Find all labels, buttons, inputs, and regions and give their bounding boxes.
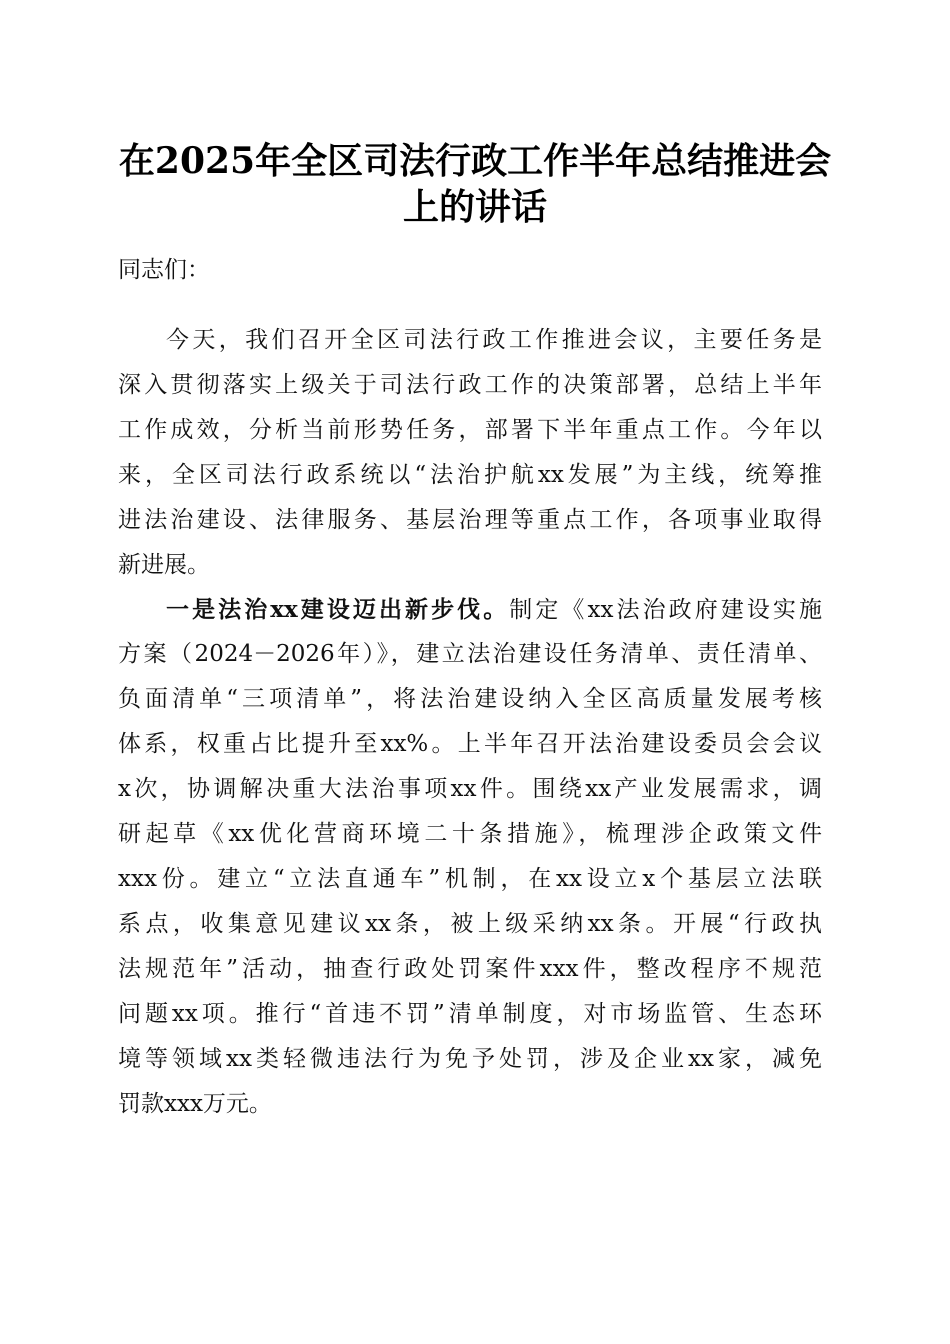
document-title-line-1: 在2025年全区司法行政工作半年总结推进会 xyxy=(118,140,832,182)
paragraph-2-line-12: 罚款xxx万元。 xyxy=(118,1091,272,1117)
paragraph-2-line-8: 系点，收集意见建议xx条，被上级采纳xx条。开展“行政执 xyxy=(118,911,822,937)
paragraph-2-line-3: 负面清单“三项清单”，将法治建设纳入全区高质量发展考核 xyxy=(118,686,822,712)
salutation: 同志们： xyxy=(118,257,210,283)
paragraph-2-line-5: x次，协调解决重大法治事项xx件。围绕xx产业发展需求，调 xyxy=(118,776,822,802)
paragraph-1-line-5: 进法治建设、法律服务、基层治理等重点工作，各项事业取得 xyxy=(118,507,822,533)
paragraph-2-line-11: 境等领域xx类轻微违法行为免予处罚，涉及企业xx家，减免 xyxy=(118,1046,822,1072)
paragraph-2-lead: 一是法治xx建设迈出新步伐。 xyxy=(166,596,510,623)
document-title-line-2: 上的讲话 xyxy=(402,186,547,228)
paragraph-2-line-10: 问题xx项。推行“首违不罚”清单制度，对市场监管、生态环 xyxy=(118,1001,822,1027)
paragraph-2-line-9: 法规范年”活动，抽查行政处罚案件xxx件，整改程序不规范 xyxy=(118,956,822,982)
paragraph-2-line-6: 研起草《xx优化营商环境二十条措施》，梳理涉企政策文件 xyxy=(118,821,822,847)
paragraph-2-line-1-rest: 制定《xx法治政府建设实施 xyxy=(509,597,822,623)
paragraph-1-line-4: 来，全区司法行政系统以“法治护航xx发展”为主线，统筹推 xyxy=(118,462,822,488)
paragraph-1-line-2: 深入贯彻落实上级关于司法行政工作的决策部署，总结上半年 xyxy=(118,372,822,398)
paragraph-2-line-2: 方案（2024－2026年）》，建立法治建设任务清单、责任清单、 xyxy=(118,641,822,667)
paragraph-2-line-1 xyxy=(166,587,822,632)
paragraph-1-line-3: 工作成效，分析当前形势任务，部署下半年重点工作。今年以 xyxy=(118,417,822,443)
paragraph-1-line-6: 新进展。 xyxy=(118,552,210,578)
paragraph-2-line-4: 体系，权重占比提升至xx%。上半年召开法治建设委员会会议 xyxy=(118,731,822,757)
paragraph-2-line-7: xxx份。建立“立法直通车”机制，在xx设立x个基层立法联 xyxy=(118,866,822,892)
paragraph-1-line-1: 今天，我们召开全区司法行政工作推进会议，主要任务是 xyxy=(166,327,822,353)
